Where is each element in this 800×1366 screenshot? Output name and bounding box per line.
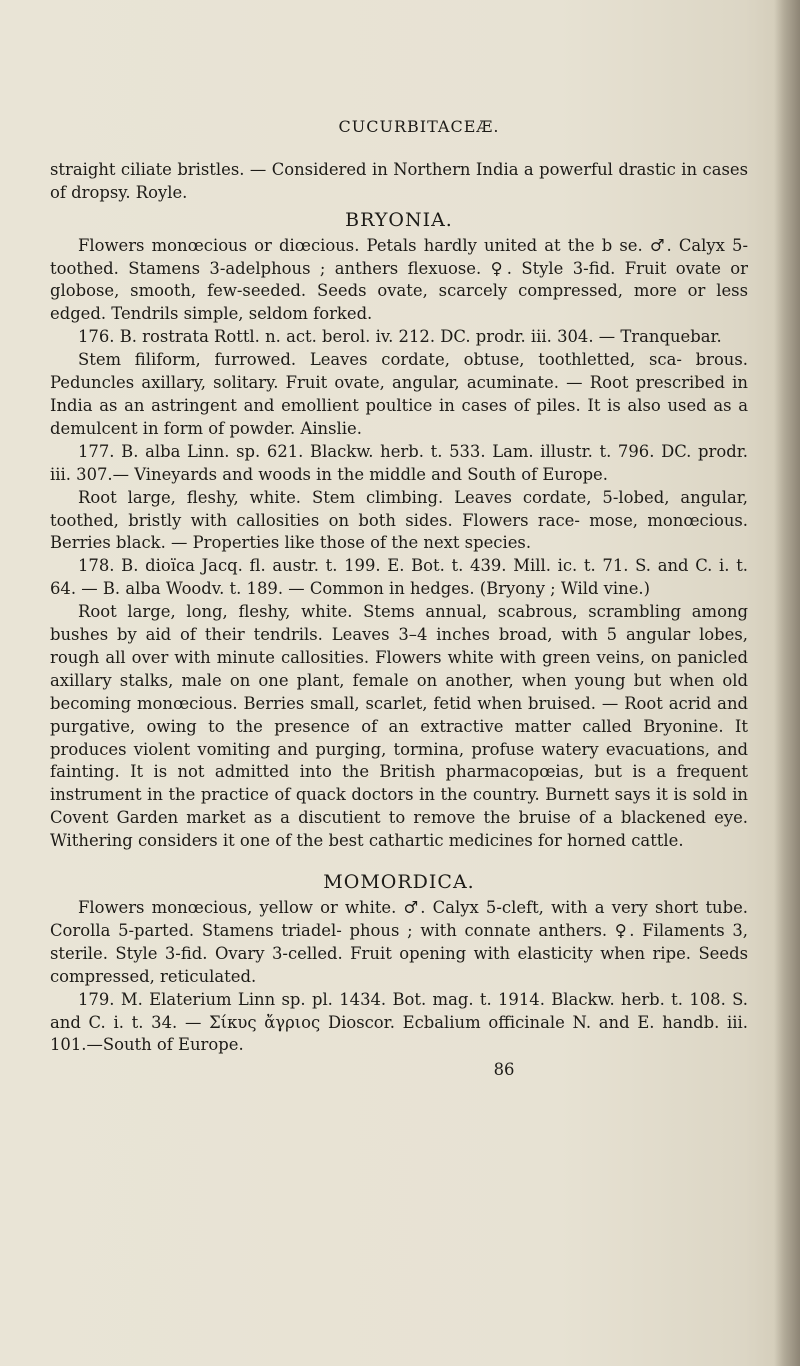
genus-description-momordica: Flowers monœcious, yellow or white. ♂. Calyx 5-cleft, with a very short tube. Corolla 5-parted. Stamens triadel- phous ; with connate anthers. ♀. Filaments 3, sterile. Style 3-fid. Ovary 3-celled. Fruit opening with elasticity when ripe. Seeds compressed, reticulated. [50,898,748,986]
species-heading-176: 176. B. rostrata Rottl. n. act. berol. iv. 212. DC. prodr. iii. 304. — Tranquebar. [78,327,722,347]
section-gap [50,853,748,867]
intro-paragraph: straight ciliate bristles. — Considered in Northern India a powerful drastic in cases of dropsy. Royle. [50,159,748,202]
genus-description-bryonia: Flowers monœcious or diœcious. Petals hardly united at the b se. ♂. Calyx 5-toothed. Stamens 3-adelphous ; anthers flexuose. ♀. Style 3-fid. Fruit ovate or globose, smooth, few-seeded. Seeds ovate, scarcely compressed, more or less edged. Tendrils simple, seldom forked. [50,235,748,324]
section-title-momordica: MOMORDICA. [323,871,475,894]
page-text [50,116,748,1082]
page-edge-shadow [774,0,800,1366]
species-text-177: Root large, fleshy, white. Stem climbing. Leaves cordate, 5-lobed, angular, toothed, bristly with callosities on both sides. Flowers race- mose, monœcious. Berries black. — Properties like those of the next species. [50,487,748,553]
page-number: 86 [493,1060,515,1080]
species-heading-177: 177. B. alba Linn. sp. 621. Blackw. herb. t. 533. Lam. illustr. t. 796. DC. prodr. iii. 307.— Vineyards and woods in the middle and South of Europe. [50,441,748,484]
species-heading-179: 179. M. Elaterium Linn sp. pl. 1434. Bot. mag. t. 1914. Blackw. herb. t. 108. S. and C. i. t. 34. — Σίκυς ἄγριος Dioscor. Ecbalium officinale N. and E. handb. iii. 101.—South of Europe. [50,989,748,1055]
species-heading-178: 178. B. dioïca Jacq. fl. austr. t. 199. E. Bot. t. 439. Mill. ic. t. 71. S. and C. i. t. 64. — B. alba Woodv. t. 189. — Common in hedges. (Bryony ; Wild vine.) [50,556,748,599]
section-title-bryonia: BRYONIA. [345,208,453,231]
species-text-176: Stem filiform, furrowed. Leaves cordate, obtuse, toothletted, sca- brous. Peduncles axillary, solitary. Fruit ovate, angular, acuminate. — Root prescribed in India as an astringent and emollient poultice in cases of piles. It is also used as a demulcent in form of powder. Ainslie. [50,350,748,438]
running-header: CUCURBITACEÆ. [338,117,500,136]
species-text-178: Root large, long, fleshy, white. Stems annual, scabrous, scrambling among bushes by aid of their tendrils. Leaves 3–4 inches broad, with 5 angular lobes, rough all over with minute callosities. Flowers white with green veins, on panicled axillary stalks, male on one plant, female on another, when young but when old becoming monœcious. Berries small, scarlet, fetid when bruised. — Root acrid and purgative, owing to the presence of an extractive matter called Bryonine. It produces violent vomiting and purging, tormina, profuse watery evacuations, and fainting. It is not admitted into the British pharmacopœias, but is a frequent instrument in the practice of quack doctors in the country. Burnett says it is sold in Covent Garden market as a discutient to remove the bruise of a blackened eye. Withering considers it one of the best cathartic medicines for horned cattle. [50,602,748,851]
